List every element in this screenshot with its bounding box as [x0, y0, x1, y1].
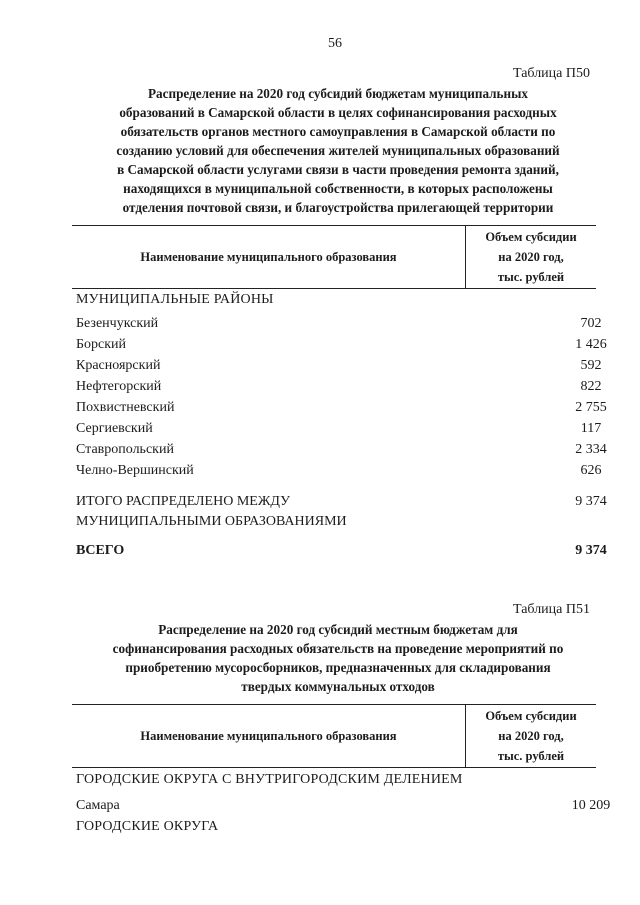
total-value: 9 374	[575, 494, 607, 509]
row-name: Красноярский	[76, 358, 161, 373]
column-header-value	[465, 705, 596, 767]
row-value: 626	[580, 463, 602, 478]
title-line: отделения почтовой связи, и благоустройства прилегающей территории	[122, 200, 554, 215]
table-row	[76, 442, 607, 462]
total-row	[76, 492, 607, 532]
row-name: Безенчукский	[76, 316, 159, 331]
title-line: приобретению мусоросборников, предназначенных для складирования	[125, 660, 551, 675]
total-label-line: ИТОГО РАСПРЕДЕЛЕНО МЕЖДУ	[76, 494, 290, 509]
header-line: Объем субсидии	[485, 709, 577, 723]
table-p50-title	[72, 84, 604, 217]
row-value: 592	[580, 358, 602, 373]
table-p51-title	[72, 620, 604, 696]
title-line: в Самарской области услугами связи в части проведения ремонта зданий,	[117, 162, 559, 177]
row-value: 2 334	[575, 442, 607, 457]
grand-total-value: 9 374	[575, 543, 607, 558]
row-name: Ставропольский	[76, 442, 174, 457]
table-row	[76, 421, 602, 441]
row-value: 702	[580, 316, 602, 331]
title-line: софинансирования расходных обязательств на проведение мероприятий по	[112, 641, 564, 656]
header-line: на 2020 год,	[498, 250, 564, 264]
section-heading: ГОРОДСКИЕ ОКРУГА	[76, 819, 219, 834]
header-line: на 2020 год,	[498, 729, 564, 743]
page-number: 56	[328, 36, 342, 51]
title-line: находящихся в муниципальной собственности, в которых расположены	[123, 181, 553, 196]
column-header-value	[465, 226, 596, 288]
section-heading: ГОРОДСКИЕ ОКРУГА С ВНУТРИГОРОДСКИМ ДЕЛЕНИЕМ	[76, 772, 463, 787]
table-row	[76, 379, 602, 399]
table-p50-header	[72, 225, 596, 289]
table-row	[76, 463, 602, 483]
row-name: Похвистневский	[76, 400, 175, 415]
column-header-name: Наименование муниципального образования	[140, 728, 397, 743]
table-p50-label: Таблица П50	[513, 66, 590, 81]
title-line: твердых коммунальных отходов	[241, 679, 435, 694]
grand-total-row	[76, 543, 607, 559]
title-line: Распределение на 2020 год субсидий бюджетам муниципальных	[147, 86, 529, 101]
row-value: 1 426	[575, 337, 607, 352]
section-heading: МУНИЦИПАЛЬНЫЕ РАЙОНЫ	[76, 292, 274, 307]
total-label-line: МУНИЦИПАЛЬНЫМИ ОБРАЗОВАНИЯМИ	[76, 514, 347, 529]
title-line: образований в Самарской области в целях софинансирования расходных	[119, 105, 557, 120]
title-line: созданию условий для обеспечения жителей муниципальных образований	[116, 143, 560, 158]
table-row	[76, 337, 607, 357]
table-row	[76, 316, 602, 336]
header-line: тыс. рублей	[497, 749, 565, 763]
row-name: Самара	[76, 798, 120, 813]
row-name: Нефтегорский	[76, 379, 162, 394]
row-name: Челно-Вершинский	[76, 463, 194, 478]
row-value: 10 209	[571, 798, 611, 813]
table-p51-label: Таблица П51	[513, 602, 590, 617]
header-line: Объем субсидии	[485, 230, 577, 244]
row-value: 2 755	[575, 400, 607, 415]
table-p51-header	[72, 704, 596, 768]
header-line: тыс. рублей	[497, 270, 565, 284]
row-name: Сергиевский	[76, 421, 153, 436]
title-line: обязательств органов местного самоуправления в Самарской области по	[120, 124, 556, 139]
row-name: Борский	[76, 337, 127, 352]
title-line: Распределение на 2020 год субсидий местным бюджетам для	[158, 622, 518, 637]
table-row	[76, 358, 602, 378]
row-value: 117	[580, 421, 602, 436]
table-row	[76, 798, 611, 818]
row-value: 822	[580, 379, 602, 394]
table-row	[76, 400, 607, 420]
grand-total-label: ВСЕГО	[76, 543, 125, 558]
column-header-name: Наименование муниципального образования	[140, 249, 397, 264]
